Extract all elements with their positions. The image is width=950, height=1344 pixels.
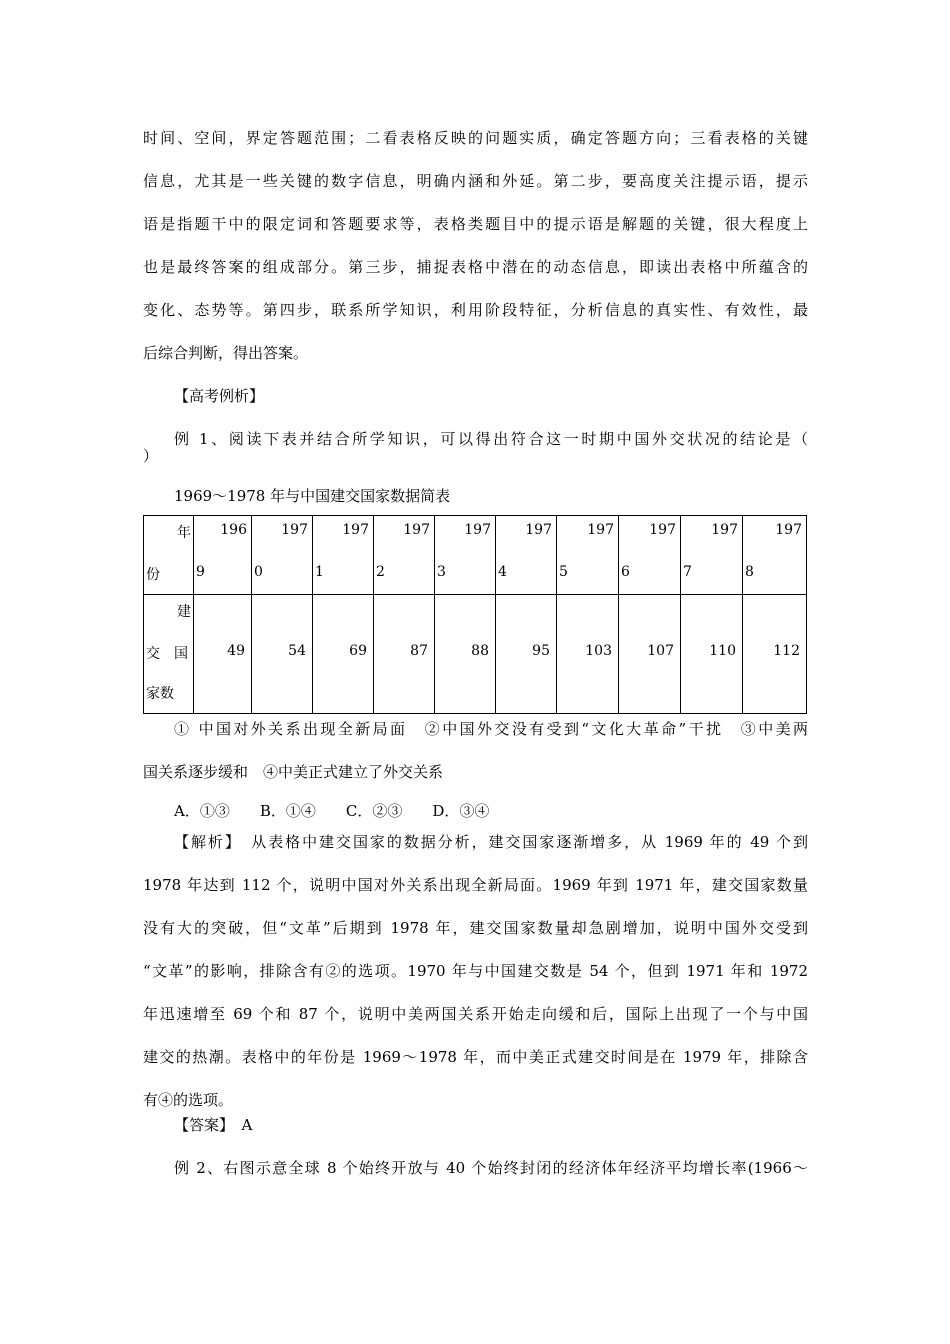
year-cell: 197 1 [313, 516, 374, 595]
year-cell: 197 8 [743, 516, 807, 595]
table-row [144, 595, 807, 714]
text-line: 后综合判断，得出答案。 [143, 344, 309, 362]
options-text: ① 中国对外关系出现全新局面 ②中国外交没有受到“文化大革命”干扰 ③中美两 [174, 720, 808, 738]
year-cell: 197 2 [374, 516, 435, 595]
analysis-text: 有④的选项。 [143, 1091, 234, 1109]
row-header-year: 年 份 [144, 516, 194, 595]
year-cell: 196 9 [194, 516, 252, 595]
year-cell: 197 3 [435, 516, 496, 595]
analysis-text: “文革”的影响，排除含有②的选项。1970 年与中国建交数是 54 个，但到 1971 年和 1972 [143, 962, 808, 980]
answer-choices: A．①③ B．①④ C．②③ D．③④ [174, 802, 490, 820]
section-heading: 【高考例析】 [174, 387, 265, 405]
count-cell: 110 [681, 595, 743, 714]
text-line: 语是指题干中的限定词和答题要求等，表格类题目中的提示语是解题的关键，很大程度上 [143, 215, 808, 233]
table-row [144, 516, 807, 595]
count-cell: 49 [194, 595, 252, 714]
year-cell: 197 4 [496, 516, 557, 595]
text-line: 也是最终答案的组成部分。第三步，捕捉表格中潜在的动态信息，即读出表格中所蕴含的 [143, 258, 808, 276]
count-cell: 107 [619, 595, 681, 714]
analysis-text: 年迅速增至 69 个和 87 个，说明中美两国关系开始走向缓和后，国际上出现了一个与中国 [143, 1005, 808, 1023]
year-cell: 197 6 [619, 516, 681, 595]
options-text: 国关系逐步缓和 ④中美正式建立了外交关系 [143, 763, 444, 781]
row-header-count: 建 交 国 家数 [144, 595, 194, 714]
text-line: 信息，尤其是一些关键的数字信息，明确内涵和外延。第二步，要高度关注提示语，提示 [143, 172, 808, 190]
analysis-text: 1978 年达到 112 个，说明中国对外关系出现全新局面。1969 年到 1971 年，建交国家数量 [143, 876, 808, 894]
count-cell: 88 [435, 595, 496, 714]
count-cell: 54 [252, 595, 313, 714]
question-text: ） [143, 447, 159, 465]
question-text: 例 1、阅读下表并结合所学知识，可以得出符合这一时期中国外交状况的结论是（ [174, 430, 808, 448]
text-line: 时间、空间，界定答题范围；二看表格反映的问题实质，确定答题方向；三看表格的关键 [143, 129, 808, 147]
analysis-text: 建交的热潮。表格中的年份是 1969～1978 年，而中美正式建交时间是在 1979 年，排除含 [143, 1048, 808, 1066]
analysis-text: 没有大的突破，但“文革”后期到 1978 年，建交国家数量却急剧增加，说明中国外交受到 [143, 919, 808, 937]
count-cell: 87 [374, 595, 435, 714]
year-cell: 197 0 [252, 516, 313, 595]
answer-text: 【答案】 A [174, 1116, 253, 1134]
table-title: 1969～1978 年与中国建交国家数据简表 [174, 487, 451, 505]
question-text: 例 2、右图示意全球 8 个始终开放与 40 个始终封闭的经济体年经济平均增长率(1966～ [174, 1159, 808, 1177]
count-cell: 69 [313, 595, 374, 714]
data-table [143, 515, 807, 714]
year-cell: 197 7 [681, 516, 743, 595]
text-line: 变化、态势等。第四步，联系所学知识，利用阶段特征，分析信息的真实性、有效性，最 [143, 301, 808, 319]
analysis-text: 【解析】 从表格中建交国家的数据分析，建交国家逐渐增多，从 1969 年的 49 个到 [174, 833, 808, 851]
year-cell: 197 5 [557, 516, 619, 595]
count-cell: 112 [743, 595, 807, 714]
count-cell: 95 [496, 595, 557, 714]
count-cell: 103 [557, 595, 619, 714]
